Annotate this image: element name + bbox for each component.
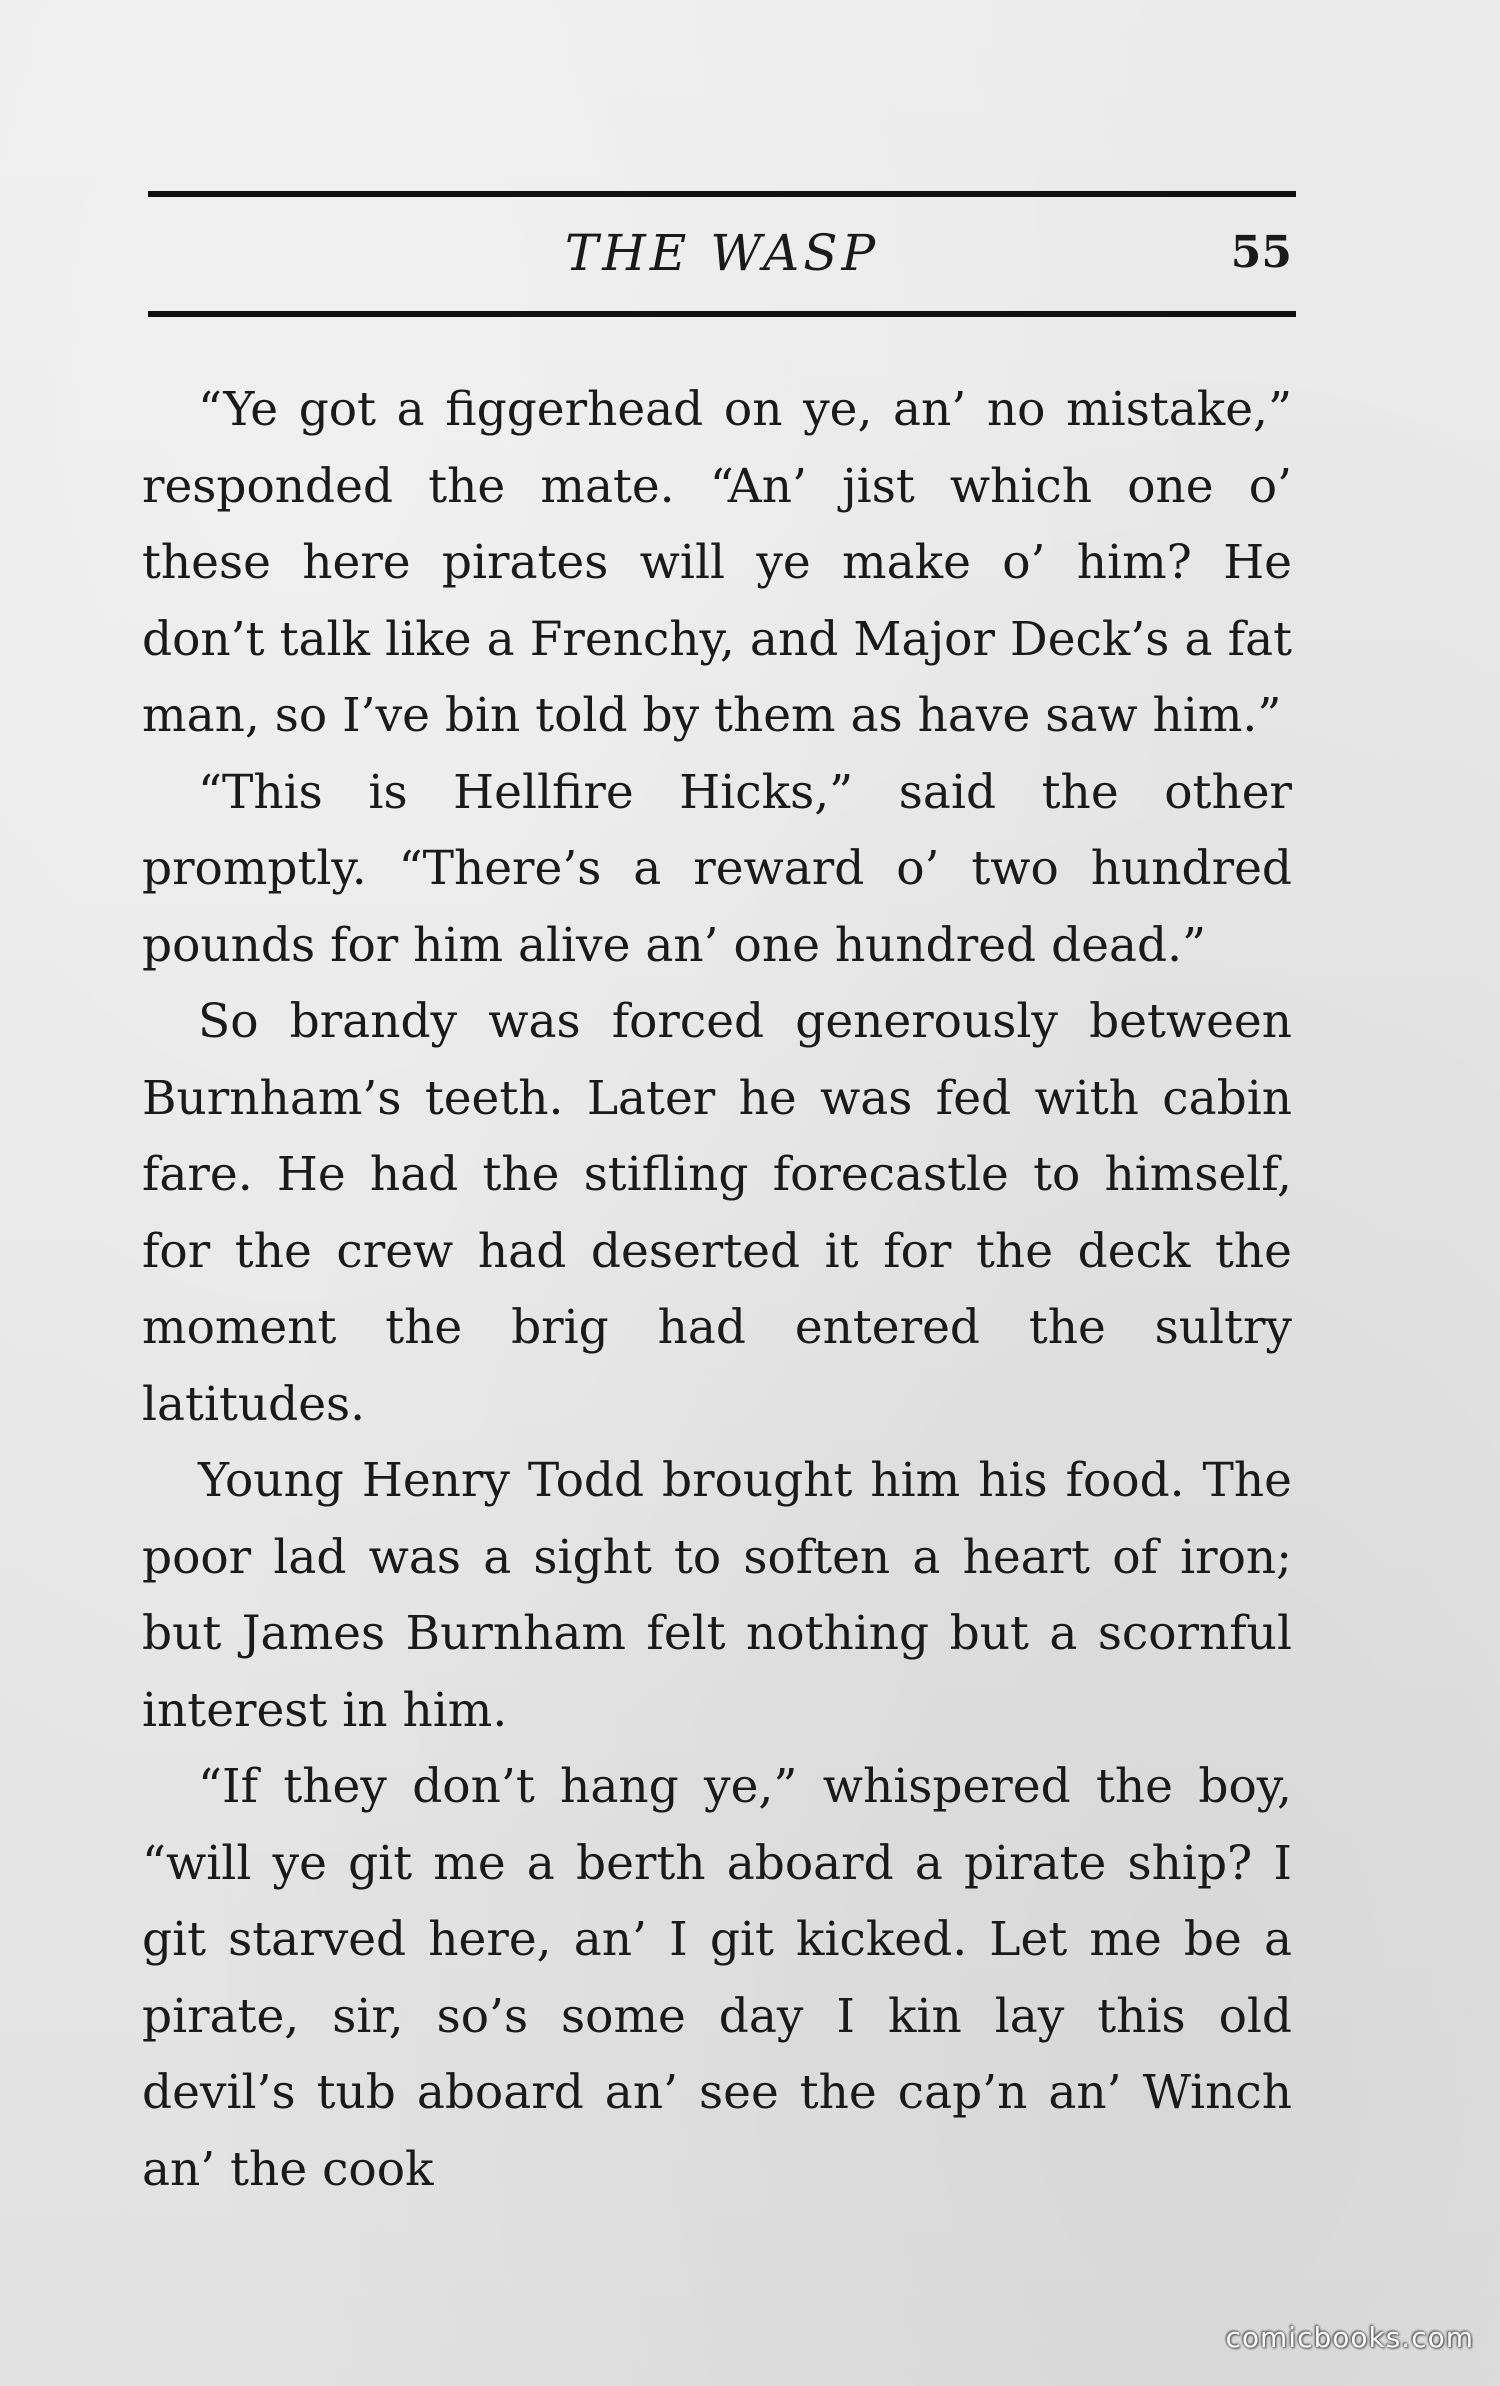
body-text bbox=[142, 372, 1292, 2208]
page-number: 55 bbox=[1230, 227, 1292, 278]
running-head bbox=[148, 218, 1296, 288]
running-title: THE WASP bbox=[564, 224, 880, 282]
header-bottom-rule bbox=[148, 311, 1296, 317]
header-top-rule bbox=[148, 191, 1296, 197]
paragraph-5: “If they don’t hang ye,” whispered the boy, “will ye git me a berth aboard a pirate ship? I git starved here, an’ I git kicked. Let me be a pirate, sir, so’s some day I kin lay this old devil’s tub aboard an’ see the cap’n an’ Winch an’ the cook bbox=[142, 1759, 1292, 2197]
paragraph-4: Young Henry Todd brought him his food. The poor lad was a sight to soften a heart of iron; but James Burnham felt nothing but a scornful interest in him. bbox=[142, 1453, 1292, 1738]
watermark: comicbooks.com bbox=[1225, 2321, 1474, 2354]
paragraph-3: So brandy was forced generously between Burnham’s teeth. Later he was fed with cabin fare. He had the stifling forecastle to himself, for the crew had deserted it for the deck the moment the brig had entered the sultry latitudes. bbox=[142, 994, 1292, 1432]
paragraph-1: “Ye got a figgerhead on ye, an’ no mistake,” responded the mate. “An’ jist which one o’ these here pirates will ye make o’ him? He don’t talk like a Frenchy, and Major Deck’s a fat man, so I’ve bin told by them as have saw him.” bbox=[142, 382, 1292, 743]
paragraph-2: “This is Hellfire Hicks,” said the other promptly. “There’s a reward o’ two hundred pounds for him alive an’ one hundred dead.” bbox=[142, 764, 1292, 973]
